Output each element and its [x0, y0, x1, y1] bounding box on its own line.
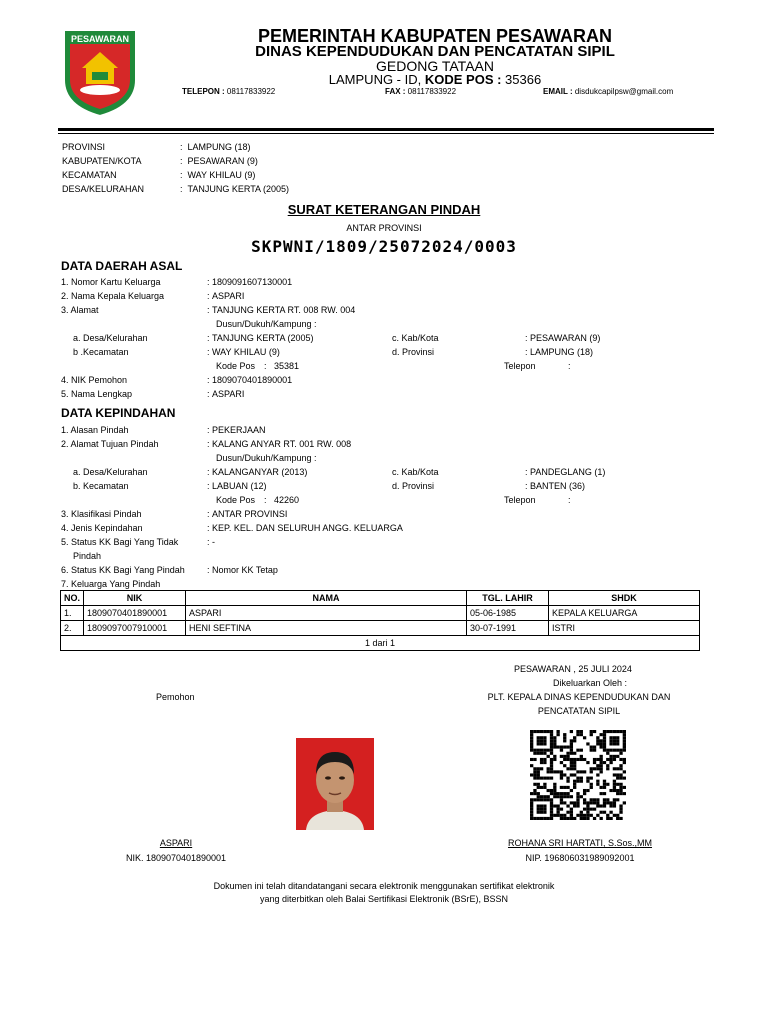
field-label: 5. Nama Lengkap [61, 389, 133, 399]
header-title: PEMERINTAH KABUPATEN PESAWARAN [257, 26, 612, 46]
field-label: 2. Nama Kepala Keluarga [61, 291, 165, 301]
table-cell: 1809097007910001 [84, 621, 186, 636]
field-label: Telepon [504, 495, 536, 505]
field-value: PANDEGLANG (1) [530, 467, 606, 477]
kodepos-value: 35366 [505, 72, 542, 87]
field-label: a. Desa/Kelurahan [73, 333, 148, 343]
field-label: 3. Alamat [61, 305, 99, 315]
header-rule-thick [58, 128, 714, 131]
field-label: d. Provinsi [392, 347, 435, 357]
field-value: ANTAR PROVINSI [212, 509, 288, 519]
kodepos-label: KODE POS : [424, 72, 506, 87]
field-value: 1809070401890001 [212, 375, 293, 385]
header-rule-thin [58, 133, 714, 134]
email-label: EMAIL : [543, 87, 575, 96]
table-row [61, 606, 700, 621]
region-value: TANJUNG KERTA (2005) [187, 184, 290, 194]
page-indicator: 1 dari 1 [61, 636, 700, 651]
field-label: 5. Status KK Bagi Yang Tidak [61, 537, 179, 547]
section-title-asal: DATA DAERAH ASAL [61, 259, 183, 273]
field-label: Dusun/Dukuh/Kampung : [216, 453, 317, 463]
official-name: ROHANA SRI HARTATI, S.Sos.,MM [507, 838, 653, 848]
region-label: KECAMATAN [62, 170, 117, 180]
field-label: c. Kab/Kota [392, 467, 439, 477]
pesawaran-logo [62, 28, 138, 118]
header-telepon [182, 87, 275, 96]
field-label: 4. Jenis Kepindahan [61, 523, 143, 533]
field-value: ASPARI [212, 389, 245, 399]
field-label: Telepon [504, 361, 536, 371]
field-label: Kode Pos [216, 361, 256, 371]
col-header: TGL. LAHIR [467, 591, 549, 606]
telepon-value: 08117833922 [226, 87, 276, 96]
doc-subtitle: ANTAR PROVINSI [346, 223, 422, 233]
field-label: 1. Nomor Kartu Keluarga [61, 277, 161, 287]
region-label: KABUPATEN/KOTA [62, 156, 142, 166]
region-value: LAMPUNG (18) [187, 142, 251, 152]
pemohon-label: Pemohon [156, 692, 195, 702]
applicant-photo [296, 738, 374, 830]
table-footer-row [61, 636, 700, 651]
field-value: KEP. KEL. DAN SELURUH ANGG. KELUARGA [212, 523, 403, 533]
footer-line2: yang diterbitkan oleh Balai Sertifikasi Elektronik (BSrE), BSSN [259, 894, 509, 904]
field-value: TANJUNG KERTA RT. 008 RW. 004 [212, 305, 356, 315]
field-value: WAY KHILAU (9) [212, 347, 280, 357]
table-cell: KEPALA KELUARGA [549, 606, 700, 621]
table-cell: ISTRI [549, 621, 700, 636]
table-cell: 1. [61, 606, 84, 621]
header-email [543, 87, 673, 96]
table-header-row [61, 591, 700, 606]
logo-text: PESAWARAN [70, 34, 130, 44]
header-subtitle: DINAS KEPENDUDUKAN DAN PENCATATAN SIPIL [255, 43, 615, 60]
field-label: 3. Klasifikasi Pindah [61, 509, 142, 519]
field-value: LABUAN (12) [212, 481, 267, 491]
field-label: d. Provinsi [392, 481, 435, 491]
field-label: c. Kab/Kota [392, 333, 439, 343]
region-label: DESA/KELURAHAN [62, 184, 145, 194]
header-line3: GEDONG TATAAN [376, 58, 494, 74]
col-header: NO. [61, 591, 84, 606]
field-label: 1. Alasan Pindah [61, 425, 129, 435]
table-cell: ASPARI [186, 606, 467, 621]
region-value: WAY KHILAU (9) [187, 170, 256, 180]
field-value: Nomor KK Tetap [212, 565, 278, 575]
region-block: PROVINSI : LAMPUNG (18) KABUPATEN/KOTA : PESAWARAN (9) KECAMATAN : WAY KHILAU (9) DESA/KELURAHAN : TANJUNG KERTA (2005) [62, 142, 290, 194]
table-cell: HENI SEFTINA [186, 621, 467, 636]
pindah-block: 1. Alasan Pindah : PEKERJAAN 2. Alamat Tujuan Pindah : KALANG ANYAR RT. 001 RW. 008 Dusun/Dukuh/Kampung : a. Desa/Kelurahan : KALANGANYAR (2013) c. Kab/Kota : PANDEGLANG (1) b. Kecamatan : LABUAN (12) d. Provinsi : BANTEN (36) Kode Pos : 42260 Telepon : 3. Klasifikasi Pindah : ANTAR PROVINSI 4. Jenis Kepindahan : KEP. KEL. DAN SELURUH ANGG. KELUARGA 5. Status KK Bagi Yang Tidak : - Pindah 6. Status KK Bagi Yang Pindah : Nomor KK Tetap 7. Keluarga Yang Pindah [61, 425, 606, 589]
col-header: NAMA [186, 591, 467, 606]
field-label: 6. Status KK Bagi Yang Pindah [61, 565, 185, 575]
field-value: 1809091607130001 [212, 277, 293, 287]
table-cell: 1809070401890001 [84, 606, 186, 621]
qr-code [530, 730, 626, 820]
asal-block: 1. Nomor Kartu Keluarga : 1809091607130001 2. Nama Kepala Keluarga : ASPARI 3. Alamat : TANJUNG KERTA RT. 008 RW. 004 Dusun/Dukuh/Kampung : a. Desa/Kelurahan : TANJUNG KERTA (2005) c. Kab/Kota : PESAWARAN (9) b .Kecamatan : WAY KHILAU (9) d. Provinsi : LAMPUNG (18) Kode Pos : 35381 Telepon : 4. NIK Pemohon : 1809070401890001 5. Nama Lengkap : ASPARI [61, 277, 601, 399]
header-fax [385, 87, 456, 96]
family-table [60, 590, 700, 651]
field-label: 7. Keluarga Yang Pindah [61, 579, 161, 589]
footer-line1: Dokumen ini telah ditandatangani secara elektronik menggunakan sertifikat elektronik [213, 881, 555, 891]
field-value: TANJUNG KERTA (2005) [212, 333, 314, 343]
doc-title: SURAT KETERANGAN PINDAH [287, 202, 481, 217]
official-title-1: PLT. KEPALA DINAS KEPENDUDUKAN DAN [487, 692, 671, 702]
field-value: LAMPUNG (18) [530, 347, 594, 357]
email-value: disdukcapilpsw@gmail.com [574, 87, 674, 96]
region-label: PROVINSI [62, 142, 106, 152]
field-value: KALANGANYAR (2013) [212, 467, 308, 477]
field-label: 4. NIK Pemohon [61, 375, 128, 385]
table-cell: 2. [61, 621, 84, 636]
pemohon-nik: NIK. 1809070401890001 [125, 853, 227, 863]
field-label: b .Kecamatan [73, 347, 129, 357]
official-nip: NIP. 196806031989092001 [525, 853, 635, 863]
table-cell: 30-07-1991 [467, 621, 549, 636]
field-value: KALANG ANYAR RT. 001 RW. 008 [212, 439, 352, 449]
official-title-2: PENCATATAN SIPIL [537, 706, 621, 716]
field-value: 35381 [274, 361, 300, 371]
region-value: PESAWARAN (9) [187, 156, 258, 166]
field-value: 42260 [274, 495, 300, 505]
section-title-pindah: DATA KEPINDAHAN [61, 406, 176, 420]
fax-label: FAX : [385, 87, 408, 96]
header-address [180, 72, 690, 87]
issued-by: Dikeluarkan Oleh : [552, 678, 628, 688]
col-header: SHDK [549, 591, 700, 606]
field-value: PEKERJAAN [212, 425, 266, 435]
field-value: - [212, 537, 216, 547]
field-value: ASPARI [212, 291, 245, 301]
address-prefix: LAMPUNG - ID, [328, 72, 425, 87]
place-date: PESAWARAN , 25 JULI 2024 [514, 664, 632, 674]
field-value: BANTEN (36) [530, 481, 586, 491]
fax-value: 08117833922 [407, 87, 457, 96]
field-value: PESAWARAN (9) [530, 333, 601, 343]
field-label: Kode Pos [216, 495, 256, 505]
field-label: Dusun/Dukuh/Kampung : [216, 319, 317, 329]
telepon-label: TELEPON : [182, 87, 227, 96]
field-label: a. Desa/Kelurahan [73, 467, 148, 477]
field-label: Pindah [73, 551, 102, 561]
col-header: NIK [84, 591, 186, 606]
doc-number: SKPWNI/1809/25072024/0003 [251, 237, 517, 256]
field-label: 2. Alamat Tujuan Pindah [61, 439, 159, 449]
pemohon-name: ASPARI [159, 838, 193, 848]
table-row [61, 621, 700, 636]
field-label: b. Kecamatan [73, 481, 129, 491]
table-cell: 05-06-1985 [467, 606, 549, 621]
